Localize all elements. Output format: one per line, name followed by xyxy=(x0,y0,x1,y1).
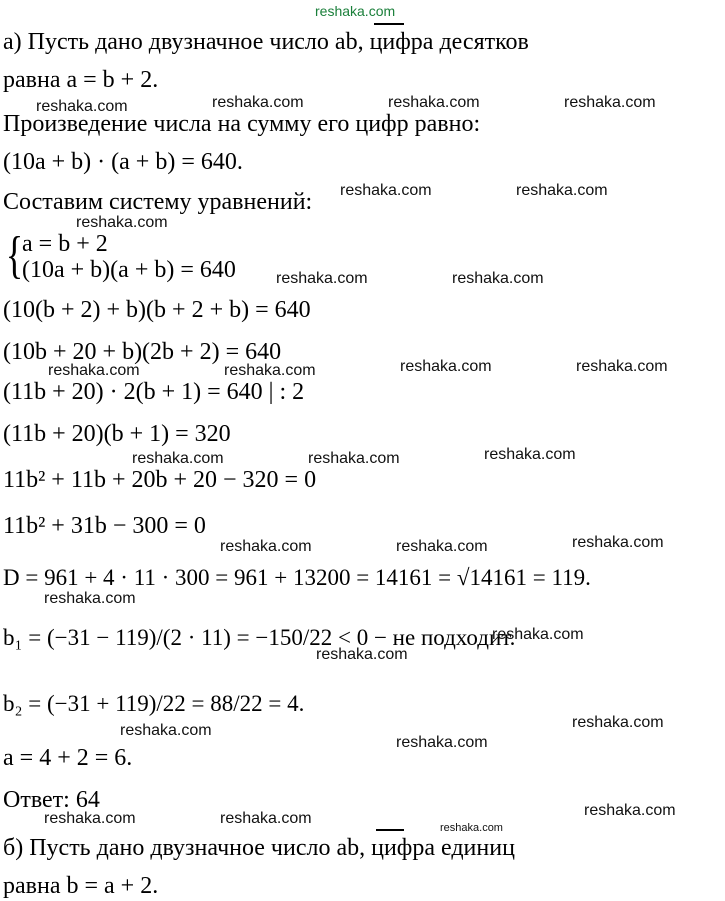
equation-step-3: (11b + 20) · 2(b + 1) = 640 | : 2 xyxy=(3,379,305,405)
equation-step-4: (11b + 20)(b + 1) = 320 xyxy=(3,421,231,447)
watermark: reshaka.com xyxy=(76,214,168,231)
text-line-b-condition: равна b = a + 2. xyxy=(3,873,159,899)
watermark: reshaka.com xyxy=(388,94,480,111)
equation-a-value: a = 4 + 2 = 6. xyxy=(3,745,133,771)
watermark-top: reshaka.com xyxy=(315,3,396,19)
watermark: reshaka.com xyxy=(400,358,492,375)
overline-ab-2 xyxy=(376,829,404,831)
watermark: reshaka.com xyxy=(452,270,544,287)
watermark: reshaka.com xyxy=(120,722,212,739)
watermark: reshaka.com xyxy=(36,98,128,115)
watermark: reshaka.com xyxy=(276,270,368,287)
text-line-system: Составим систему уравнений: xyxy=(3,189,313,215)
watermark: reshaka.com xyxy=(44,810,136,827)
watermark: reshaka.com xyxy=(396,734,488,751)
text-line-a-intro: а) Пусть дано двузначное число ab, цифра десятков xyxy=(3,29,529,55)
watermark: reshaka.com xyxy=(564,94,656,111)
system-eq-1: a = b + 2 xyxy=(22,231,108,257)
watermark: reshaka.com xyxy=(576,358,668,375)
watermark: reshaka.com xyxy=(220,810,312,827)
equation-root-b1: b₁ = (−31 − 119)/(2 · 11) = −150/22 < 0 − не подходит. xyxy=(3,625,516,650)
equation-step-1: (10(b + 2) + b)(b + 2 + b) = 640 xyxy=(3,297,311,323)
text-line-b-intro: б) Пусть дано двузначное число ab, цифра единиц xyxy=(3,835,515,861)
watermark: reshaka.com xyxy=(396,538,488,555)
watermark: reshaka.com xyxy=(220,538,312,555)
watermark: reshaka.com xyxy=(212,94,304,111)
watermark: reshaka.com xyxy=(492,626,584,643)
equation-step-2: (10b + 20 + b)(2b + 2) = 640 xyxy=(3,339,282,365)
equation-product: (10a + b) · (a + b) = 640. xyxy=(3,149,243,175)
equation-step-5: 11b² + 11b + 20b + 20 − 320 = 0 xyxy=(3,467,317,493)
equation-root-b2: b₂ = (−31 + 119)/22 = 88/22 = 4. xyxy=(3,691,305,716)
answer-text: Ответ: 64 xyxy=(3,787,100,813)
watermark: reshaka.com xyxy=(44,590,136,607)
system-eq-2: (10a + b)(a + b) = 640 xyxy=(22,257,236,283)
watermark: reshaka.com xyxy=(484,446,576,463)
watermark: reshaka.com xyxy=(572,714,664,731)
equation-step-6: 11b² + 31b − 300 = 0 xyxy=(3,513,206,539)
watermark: reshaka.com xyxy=(516,182,608,199)
watermark: reshaka.com xyxy=(340,182,432,199)
watermark: reshaka.com xyxy=(224,362,316,379)
watermark: reshaka.com xyxy=(308,450,400,467)
watermark: reshaka.com xyxy=(440,822,503,834)
watermark: reshaka.com xyxy=(572,534,664,551)
text-line-a-condition: равна a = b + 2. xyxy=(3,67,159,93)
text-line-product: Произведение числа на сумму его цифр равно: xyxy=(3,111,481,137)
overline-ab xyxy=(374,23,404,25)
watermark: reshaka.com xyxy=(132,450,224,467)
watermark: reshaka.com xyxy=(316,646,408,663)
equation-discriminant: D = 961 + 4 · 11 · 300 = 961 + 13200 = 14161 = √14161 = 119. xyxy=(3,565,591,590)
watermark: reshaka.com xyxy=(48,362,140,379)
system-brace: { xyxy=(5,227,24,284)
watermark: reshaka.com xyxy=(584,802,676,819)
